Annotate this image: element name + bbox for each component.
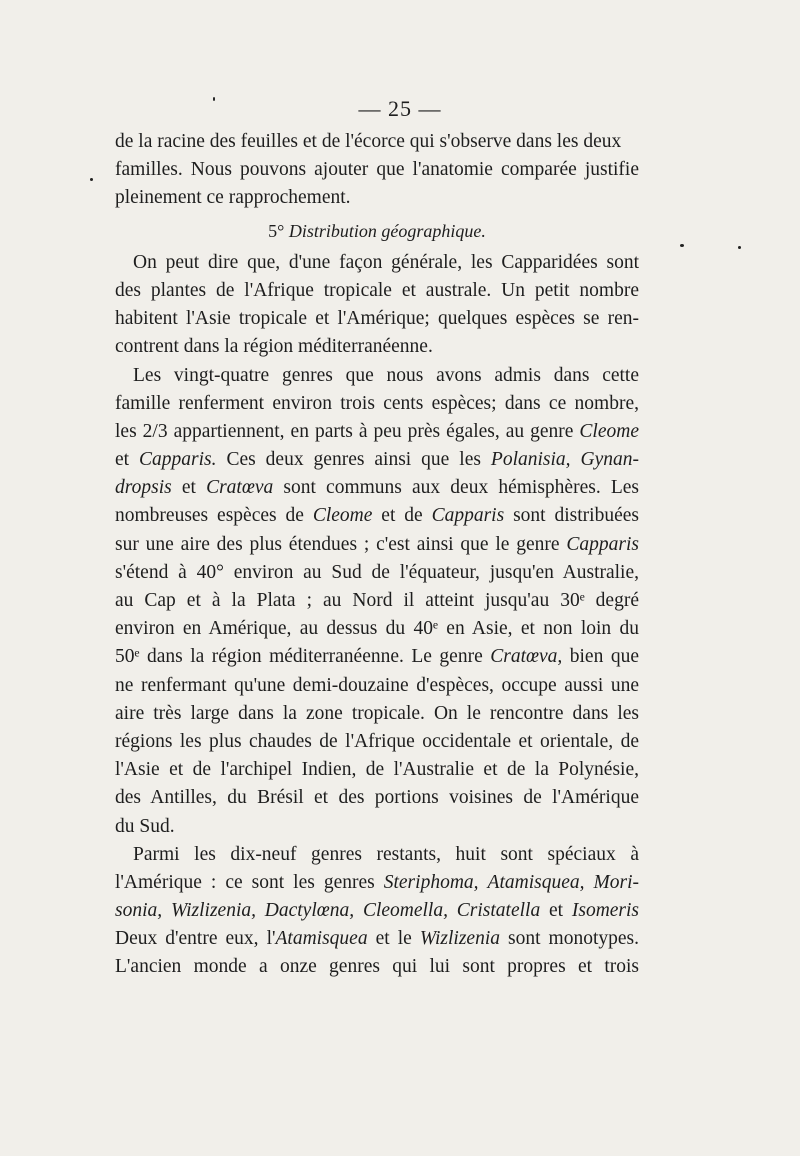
text-run: s'étend à 40° environ au Sud de l'équateur, jusqu'en Australie, bbox=[115, 561, 639, 583]
text-run: l'Amérique : ce sont les genres bbox=[115, 871, 384, 893]
text-line bbox=[115, 559, 639, 587]
text-run: de la racine des feuilles et de l'écorce qui s'observe dans les deux bbox=[115, 131, 622, 152]
genus-name: Cristatella bbox=[456, 900, 541, 922]
text-run bbox=[256, 900, 265, 921]
text-run: et bbox=[171, 477, 207, 499]
text-run: régions les plus chaudes de l'Afrique occidentale et orientale, de bbox=[115, 730, 639, 752]
text-run: des Antilles, du Brésil et des portions voisines de l'Amérique bbox=[115, 787, 639, 809]
text-run: et bbox=[115, 449, 140, 471]
text-line bbox=[115, 249, 639, 277]
text-run: nombreuses espèces de bbox=[115, 505, 313, 527]
genus-name: Cratœva, bbox=[490, 646, 563, 668]
genus-name: Steriphoma, bbox=[383, 871, 479, 893]
text-run: bien que bbox=[562, 646, 639, 668]
text-run: 50ᵉ dans la région méditerranéenne. Le genre bbox=[115, 646, 491, 668]
text-run: sur une aire des plus étendues ; c'est ainsi que le genre bbox=[115, 533, 567, 555]
scan-speck bbox=[90, 178, 93, 181]
text-line bbox=[115, 953, 639, 981]
text-run: du Sud. bbox=[115, 815, 175, 837]
text-run: contrent dans la région méditerranéenne. bbox=[115, 336, 433, 358]
genus-name: sonia, bbox=[115, 900, 163, 922]
text-run bbox=[162, 900, 171, 921]
scan-speck bbox=[738, 246, 741, 249]
text-line bbox=[115, 672, 639, 700]
text-line bbox=[115, 869, 639, 897]
text-line bbox=[115, 156, 639, 184]
text-run: ne renfermant qu'une demi-douzaine d'espèces, occupe aussi une bbox=[115, 674, 639, 696]
text-line bbox=[115, 474, 639, 502]
text-run: L'ancien monde a onze genres qui lui sont propres et trois bbox=[115, 956, 639, 978]
text-run: familles. Nous pouvons ajouter que l'anatomie comparée justifie bbox=[115, 159, 639, 181]
text-run: On peut dire que, d'une façon générale, les Capparidées sont bbox=[133, 251, 639, 273]
genus-name: Mori- bbox=[593, 871, 640, 893]
text-line bbox=[115, 333, 639, 361]
text-line bbox=[115, 184, 639, 212]
genus-name: Gynan- bbox=[580, 449, 639, 471]
text-line bbox=[115, 841, 639, 869]
text-run: habitent l'Asie tropicale et l'Amérique; quelques espèces se ren- bbox=[115, 308, 639, 330]
section-title: Distribution géographique. bbox=[288, 220, 486, 241]
text-run: sont communs aux deux hémisphères. Les bbox=[273, 477, 639, 499]
text-run bbox=[571, 449, 581, 470]
genus-name: Atamisquea, bbox=[487, 871, 585, 893]
text-run: Ces deux genres ainsi que les bbox=[216, 449, 491, 471]
text-run: et bbox=[540, 900, 572, 922]
genus-name: Cleome bbox=[579, 420, 639, 442]
text-line bbox=[115, 784, 639, 812]
genus-name: Capparis bbox=[566, 533, 639, 555]
genus-name: Capparis bbox=[431, 505, 505, 527]
text-line bbox=[115, 305, 639, 333]
body-text bbox=[115, 128, 639, 982]
scan-speck bbox=[213, 97, 215, 101]
text-run: Parmi les dix-neuf genres restants, huit sont spéciaux à bbox=[133, 843, 639, 865]
text-run bbox=[479, 872, 488, 893]
text-run: des plantes de l'Afrique tropicale et australe. Un petit nombre bbox=[115, 279, 639, 301]
genus-name: Cratœva bbox=[206, 477, 274, 499]
text-line bbox=[115, 700, 639, 728]
genus-name: Capparis. bbox=[139, 449, 217, 471]
text-line bbox=[115, 446, 639, 474]
text-line bbox=[115, 418, 639, 446]
text-line bbox=[115, 531, 639, 559]
text-run: et de bbox=[372, 505, 432, 527]
genus-name: Isomeris bbox=[571, 900, 640, 922]
genus-name: Dactylœna, bbox=[264, 900, 355, 922]
text-line bbox=[115, 277, 639, 305]
text-line bbox=[115, 643, 639, 671]
text-run: Les vingt-quatre genres que nous avons admis dans cette bbox=[133, 364, 639, 386]
genus-name: dropsis bbox=[115, 477, 172, 499]
text-run bbox=[354, 900, 363, 921]
text-run bbox=[585, 872, 594, 893]
genus-name: Wizlizenia bbox=[419, 928, 500, 950]
text-run: sont distribuées bbox=[504, 505, 639, 527]
text-line bbox=[115, 128, 639, 156]
section-heading bbox=[115, 217, 639, 245]
text-line bbox=[115, 587, 639, 615]
text-line bbox=[115, 502, 639, 530]
text-run: aire très large dans la zone tropicale. On le rencontre dans les bbox=[115, 702, 639, 724]
scan-speck bbox=[680, 244, 684, 247]
text-run: sont monotypes. bbox=[499, 928, 639, 950]
text-run: et le bbox=[367, 928, 420, 950]
text-run: les 2/3 appartiennent, en parts à peu près égales, au genre bbox=[115, 420, 580, 442]
genus-name: Atamisquea bbox=[275, 928, 368, 950]
text-line bbox=[115, 925, 639, 953]
text-line bbox=[115, 897, 639, 925]
genus-name: Polanisia, bbox=[490, 449, 571, 471]
page-number: — 25 — bbox=[358, 96, 442, 121]
genus-name: Cleome bbox=[312, 505, 373, 527]
text-run bbox=[448, 900, 457, 921]
text-run: Deux d'entre eux, l' bbox=[115, 928, 276, 950]
text-run: pleinement ce rapprochement. bbox=[115, 187, 351, 209]
text-line bbox=[115, 362, 639, 390]
text-line bbox=[115, 390, 639, 418]
text-line bbox=[115, 615, 639, 643]
section-number: 5° bbox=[268, 220, 285, 241]
text-line bbox=[115, 813, 639, 841]
genus-name: Wizlizenia, bbox=[170, 900, 256, 922]
text-line bbox=[115, 756, 639, 784]
text-run: famille renferment environ trois cents espèces; dans ce nombre, bbox=[115, 392, 639, 414]
text-run: l'Asie et de l'archipel Indien, de l'Australie et de la Polynésie, bbox=[115, 759, 639, 781]
genus-name: Cleomella, bbox=[362, 900, 448, 922]
text-line bbox=[115, 728, 639, 756]
text-run: au Cap et à la Plata ; au Nord il atteint jusqu'au 30ᵉ degré bbox=[115, 590, 639, 611]
text-run: environ en Amérique, au dessus du 40ᵉ en Asie, et non loin du bbox=[115, 618, 639, 640]
